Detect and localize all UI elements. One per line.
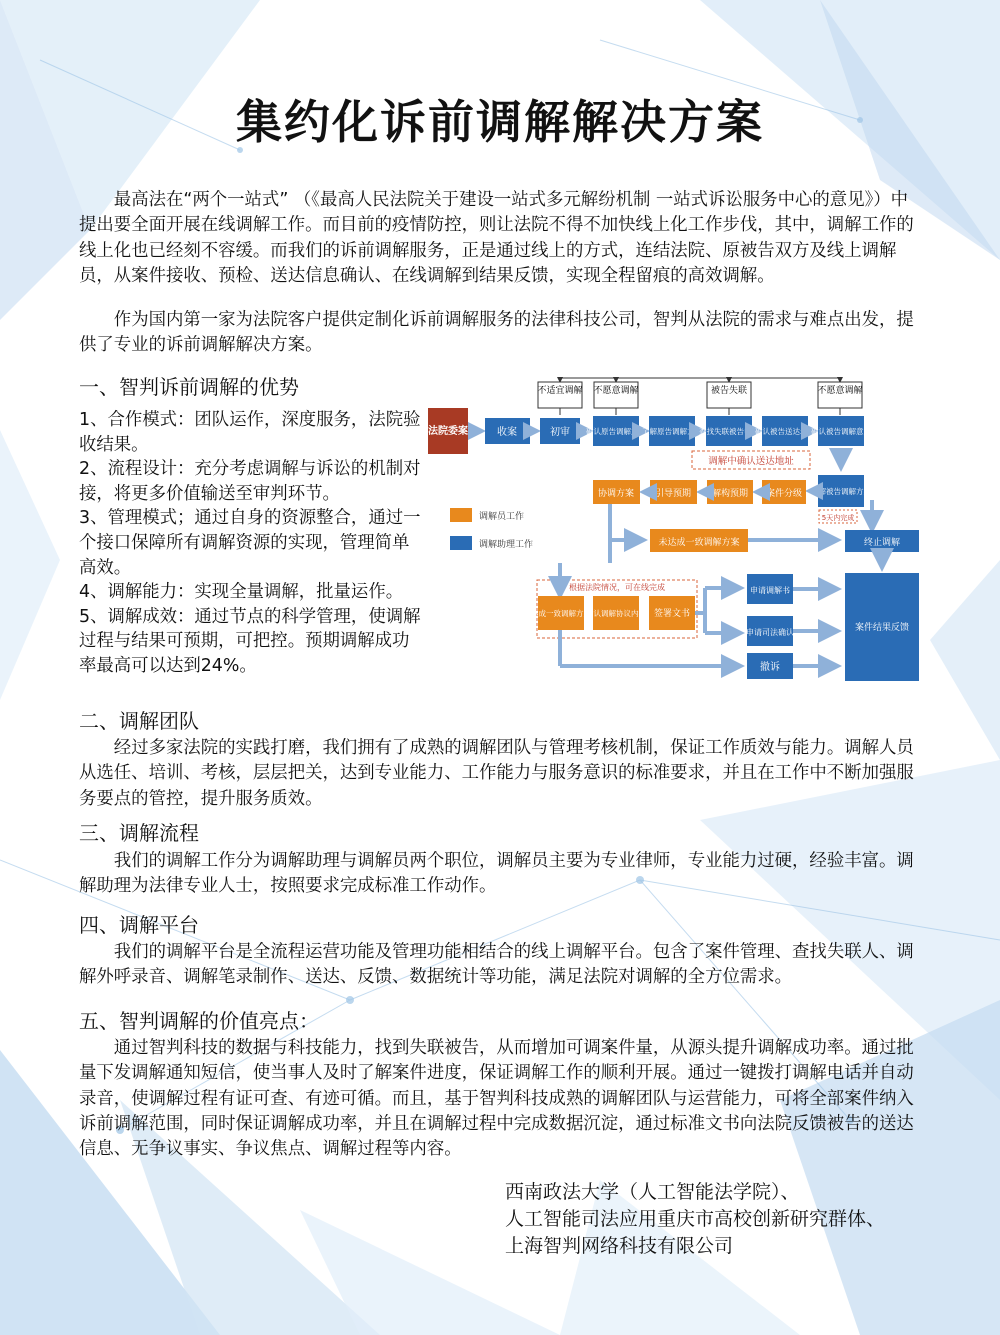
legend-orange-label: 调解员工作 [479,512,525,522]
flow-no-agree: 未达成一致调解方案 [658,538,740,548]
flow-note-5days: 5天内完成 [821,514,855,522]
list-item: 1、合作模式：团队运作，深度服务，法院验收结果。 [79,410,421,455]
flow-top-lost: 被告失联 [710,386,748,396]
flow-note-address: 调解中确认送达地址 [708,456,794,467]
flow-top-unwilling-1: 不愿意调解 [593,386,639,396]
flow-feedback: 案件结果反馈 [854,623,910,633]
signature-line: 人工智能司法应用重庆市高校创新研究群体、 [505,1208,886,1230]
section4-text: 我们的调解平台是全流程运营功能及管理功能相结合的线上调解平台。包含了案件管理、查找失联人、调解外呼录音、调解笔录制作、送达、反馈、数据统计等功能，满足法院对调解的全方位需求。 [79,942,914,988]
section1-heading: 一、智判诉前调解的优势 [79,375,299,399]
signature-line: 上海智判网络科技有限公司 [505,1235,734,1257]
flow-top-no-fit: 不适宜调解 [537,386,583,396]
section3-text: 我们的调解工作分为调解助理与调解员两个职位，调解员主要为专业律师，专业能力过硬，经验丰富。调解助理为法律专业人士，按照要求完成标准工作动作。 [79,851,914,897]
flow-confirm-defendant: 确认被告调解意愿 [811,427,871,436]
flow-sign: 签署文书 [653,609,691,619]
flow-find-lost: 查找失联被告电话 [699,427,759,436]
section3-heading: 三、调解流程 [79,821,199,845]
page-title: 集约化诉前调解解决方案 [236,95,764,149]
flow-receive: 收案 [497,427,517,438]
flow-apply-doc: 申请调解书 [750,586,790,595]
flow-coord: 协调方案 [597,489,635,499]
flow-confirm-address: 确认被告送达地址 [755,427,815,436]
list-item: 5、调解成效：通过节点的科学管理，使调解过程与结果可预期，可把控。预期调解成功率最高可以达到24%。 [79,606,421,676]
flow-court: 法院委案 [428,426,468,437]
section5-text: 通过智判科技的数据与科技能力，找到失联被告，从而增加可调案件量，从源头提升调解成功率。通过批量下发调解通知短信，使当事人及时了解案件进度，保证调解工作的顺利开展。通过一键拨打调解电话并自动录音，使调解过程有证可查、有迹可循。而且，基于智判科技成熟的调解团队与运营能力，可将全部案件纳入诉前调解范围，同时保证调解成功率，并且在调解过程中完成数据沉淀，通过标准文书向法院反馈被告的送达信息、无争议事实、争议焦点、调解过程等内容。 [79,1038,914,1160]
section2-heading: 二、调解团队 [79,709,199,733]
flow-end: 终止调解 [863,538,901,548]
flow-confirm-agreement: 确认调解协议内容 [586,609,646,618]
flow-confirm-plaintiff: 确认原告调解意愿 [586,427,646,436]
intro-paragraph-1: 最高法在“两个一站式” （《最高人民法院关于建设一站式多元解纷机制 一站式诉讼服务中心的意见》）中提出要全面开展在线调解工作。而目前的疫情防控，则让法院不得不加快线上化工作步伐，其中，调解工作的线上化也已经刻不容缓。而我们的诉前调解服务，正是通过线上的方式，连结法院、原被告双方及线上调解员，从案件接收、预检、送达信息确认、在线调解到结果反馈，实现全程留痕的高效调解。 [79,190,914,286]
flow-grade: 案件分级 [765,489,803,499]
legend-blue-label: 调解助理工作 [479,540,534,550]
signature-line: 西南政法大学（人工智能法学院）、 [505,1181,800,1203]
mediation-flow-diagram [425,368,925,688]
flow-top-unwilling-2: 不愿意调解 [817,386,863,396]
flow-understand-defendant: 了解被告调解方案 [811,487,871,496]
list-item: 4、调解能力：实现全量调解，批量运作。 [79,582,404,603]
advantages-list [79,408,424,679]
flow-agree: 达成一致调解方案 [531,609,591,618]
flow-guide: 引导预期 [654,489,692,499]
section5-heading: 五、智判调解的价值亮点： [79,1009,319,1033]
flow-understand-plaintiff: 了解原告调解方案 [642,427,702,436]
flow-withdraw: 撤诉 [760,662,780,673]
flow-apply-judicial: 申请司法确认 [746,628,794,637]
flow-explain: 解构预期 [711,489,749,499]
flow-first-review: 初审 [550,427,570,438]
list-item: 2、流程设计：充分考虑调解与诉讼的机制对接，将更多价值输送至审判环节。 [79,459,421,504]
list-item: 3、管理模式；通过自身的资源整合，通过一个接口保障所有调解资源的实现，管理简单高效。 [79,508,421,578]
intro-paragraph-2: 作为国内第一家为法院客户提供定制化诉前调解服务的法律科技公司，智判从法院的需求与难点出发，提供了专业的诉前调解解决方案。 [79,310,914,356]
flow-note-online: 根据法院情况，可在线完成 [569,583,665,592]
signature-block [505,1179,885,1260]
section4-heading: 四、调解平台 [79,913,199,937]
section2-text: 经过多家法院的实践打磨，我们拥有了成熟的调解团队与管理考核机制，保证工作质效与能力。调解人员从选任、培训、考核，层层把关，达到专业能力、工作能力与服务意识的标准要求，并且在工作中不断加强服务要点的管控，提升服务质效。 [79,738,914,809]
